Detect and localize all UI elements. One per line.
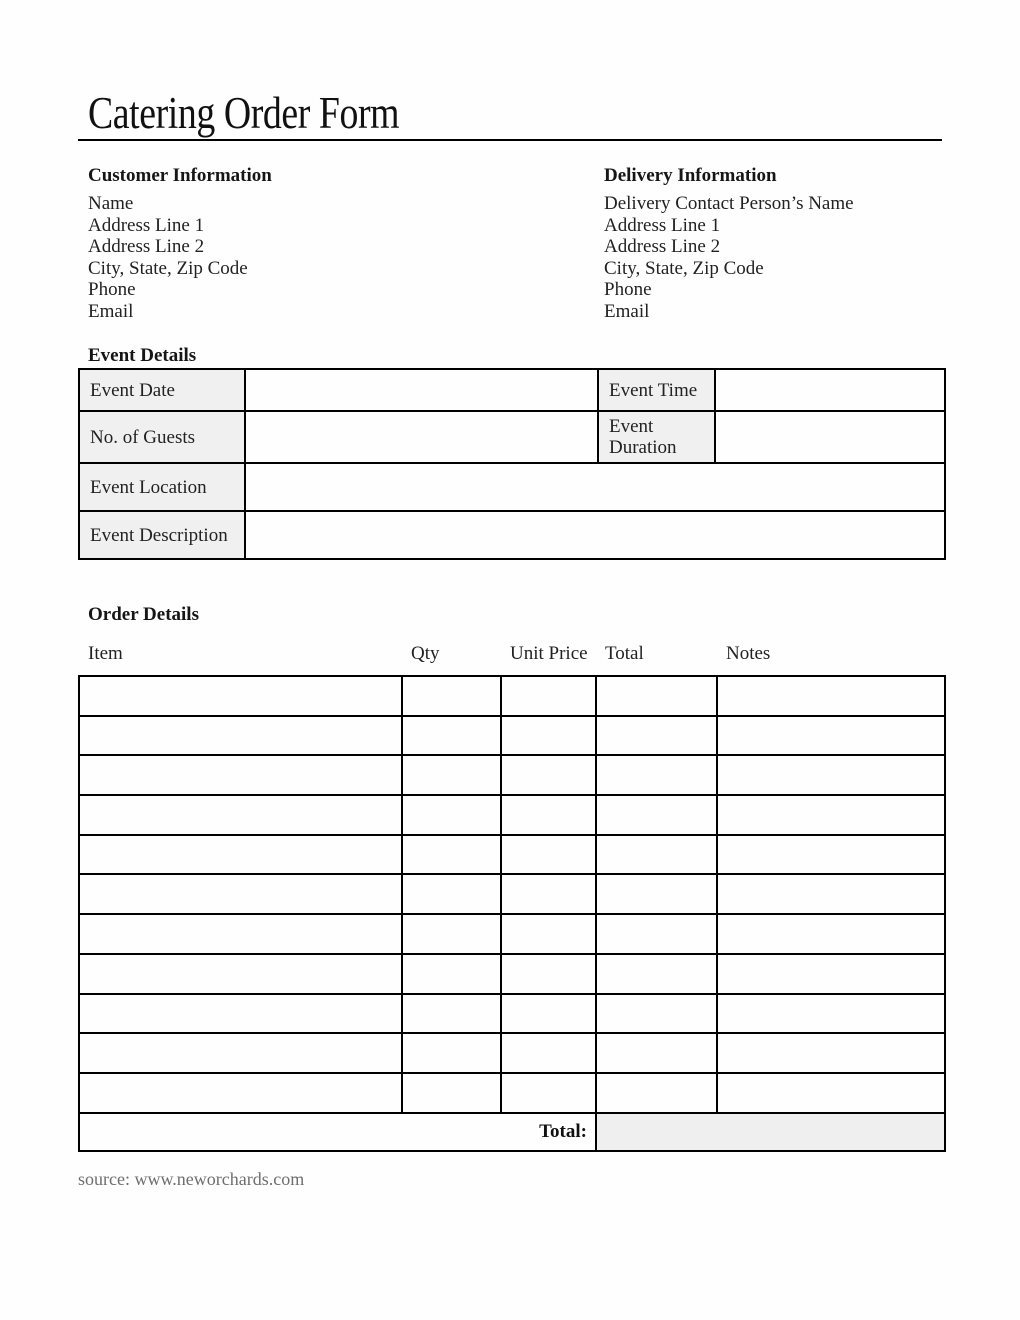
column-header-total: Total — [605, 643, 644, 664]
order-cell[interactable] — [79, 1033, 402, 1073]
column-header-unit-price: Unit Price — [510, 643, 588, 664]
order-cell[interactable] — [501, 994, 596, 1034]
order-details-heading: Order Details — [88, 604, 199, 625]
no-of-guests-label: No. of Guests — [79, 411, 245, 463]
order-cell[interactable] — [79, 994, 402, 1034]
order-cell[interactable] — [501, 1073, 596, 1113]
order-cell[interactable] — [79, 716, 402, 756]
order-cell[interactable] — [402, 835, 501, 875]
order-cell[interactable] — [501, 676, 596, 716]
order-cell[interactable] — [402, 874, 501, 914]
order-cell[interactable] — [79, 795, 402, 835]
order-cell[interactable] — [717, 755, 945, 795]
order-cell[interactable] — [402, 994, 501, 1034]
delivery-information-fields — [604, 193, 984, 322]
info-field-label: Address Line 1 — [604, 214, 721, 236]
order-cell[interactable] — [717, 874, 945, 914]
order-cell[interactable] — [79, 755, 402, 795]
order-row — [79, 914, 945, 954]
event-location-label: Event Location — [79, 463, 245, 511]
order-cell[interactable] — [717, 835, 945, 875]
event-duration-label: Event Duration — [598, 411, 715, 463]
event-description-value[interactable] — [245, 511, 945, 559]
title-divider — [78, 139, 942, 141]
order-cell[interactable] — [501, 835, 596, 875]
order-row — [79, 1073, 945, 1113]
info-field-label: Phone — [88, 279, 136, 300]
order-cell[interactable] — [501, 1033, 596, 1073]
info-field-label: Address Line 2 — [604, 236, 721, 257]
event-date-label: Event Date — [79, 369, 245, 411]
order-cell[interactable] — [717, 795, 945, 835]
order-cell[interactable] — [717, 954, 945, 994]
no-of-guests-value[interactable] — [245, 411, 598, 463]
order-cell[interactable] — [717, 994, 945, 1034]
order-row — [79, 954, 945, 994]
info-field-label: City, State, Zip Code — [604, 257, 764, 279]
total-value[interactable] — [596, 1113, 945, 1151]
event-details-heading: Event Details — [88, 345, 197, 366]
event-time-label: Event Time — [598, 369, 715, 411]
order-cell[interactable] — [402, 795, 501, 835]
order-cell[interactable] — [402, 954, 501, 994]
order-cell[interactable] — [501, 755, 596, 795]
order-cell[interactable] — [79, 914, 402, 954]
page-title: Catering Order Form — [88, 88, 400, 138]
order-row — [79, 1033, 945, 1073]
order-cell[interactable] — [596, 676, 717, 716]
column-header-notes: Notes — [726, 643, 771, 664]
delivery-information-section — [604, 165, 984, 322]
order-cell[interactable] — [79, 835, 402, 875]
info-field-label: Address Line 1 — [88, 214, 205, 236]
order-cell[interactable] — [596, 835, 717, 875]
customer-information-fields — [88, 193, 568, 322]
order-row — [79, 716, 945, 756]
order-cell[interactable] — [717, 914, 945, 954]
order-cell[interactable] — [596, 755, 717, 795]
order-cell[interactable] — [79, 954, 402, 994]
order-cell[interactable] — [501, 716, 596, 756]
order-cell[interactable] — [402, 676, 501, 716]
column-header-item: Item — [88, 643, 123, 664]
order-cell[interactable] — [79, 676, 402, 716]
order-cell[interactable] — [596, 874, 717, 914]
order-cell[interactable] — [596, 954, 717, 994]
order-row — [79, 835, 945, 875]
delivery-information-heading: Delivery Information — [604, 165, 777, 186]
order-cell[interactable] — [596, 1033, 717, 1073]
order-cell[interactable] — [402, 755, 501, 795]
order-row — [79, 874, 945, 914]
order-cell[interactable] — [501, 795, 596, 835]
info-field-label: City, State, Zip Code — [88, 257, 248, 279]
order-cell[interactable] — [596, 1073, 717, 1113]
order-cell[interactable] — [402, 716, 501, 756]
order-cell[interactable] — [402, 1073, 501, 1113]
order-cell[interactable] — [717, 1033, 945, 1073]
customer-information-heading: Customer Information — [88, 165, 272, 186]
info-field-label: Phone — [604, 279, 652, 300]
event-location-value[interactable] — [245, 463, 945, 511]
order-row — [79, 795, 945, 835]
column-header-qty: Qty — [411, 643, 440, 664]
order-cell[interactable] — [79, 874, 402, 914]
event-details-table — [78, 368, 946, 560]
order-cell[interactable] — [596, 914, 717, 954]
event-date-value[interactable] — [245, 369, 598, 411]
order-cell[interactable] — [717, 716, 945, 756]
total-label: Total: — [79, 1113, 596, 1151]
info-field-label: Address Line 2 — [88, 236, 205, 257]
event-time-value[interactable] — [715, 369, 945, 411]
order-cell[interactable] — [501, 954, 596, 994]
order-cell[interactable] — [402, 1033, 501, 1073]
order-cell[interactable] — [717, 676, 945, 716]
order-cell[interactable] — [596, 994, 717, 1034]
order-cell[interactable] — [501, 874, 596, 914]
order-rows — [79, 676, 945, 1113]
info-field-label: Email — [604, 300, 650, 322]
info-field-label: Name — [88, 193, 134, 214]
order-cell[interactable] — [79, 1073, 402, 1113]
order-details-table — [78, 675, 946, 1152]
source-attribution: source: www.neworchards.com — [78, 1169, 305, 1189]
order-total-row — [79, 1113, 945, 1151]
order-cell[interactable] — [717, 1073, 945, 1113]
info-field-label: Email — [88, 300, 134, 322]
order-row — [79, 994, 945, 1034]
order-cell[interactable] — [596, 795, 717, 835]
order-table-column-headers — [78, 643, 944, 665]
order-cell[interactable] — [501, 914, 596, 954]
order-cell[interactable] — [402, 914, 501, 954]
info-field-label: Delivery Contact Person’s Name — [604, 193, 854, 214]
event-description-label: Event Description — [79, 511, 245, 559]
order-row — [79, 755, 945, 795]
event-duration-value[interactable] — [715, 411, 945, 463]
order-row — [79, 676, 945, 716]
order-cell[interactable] — [596, 716, 717, 756]
customer-information-section — [88, 165, 568, 322]
